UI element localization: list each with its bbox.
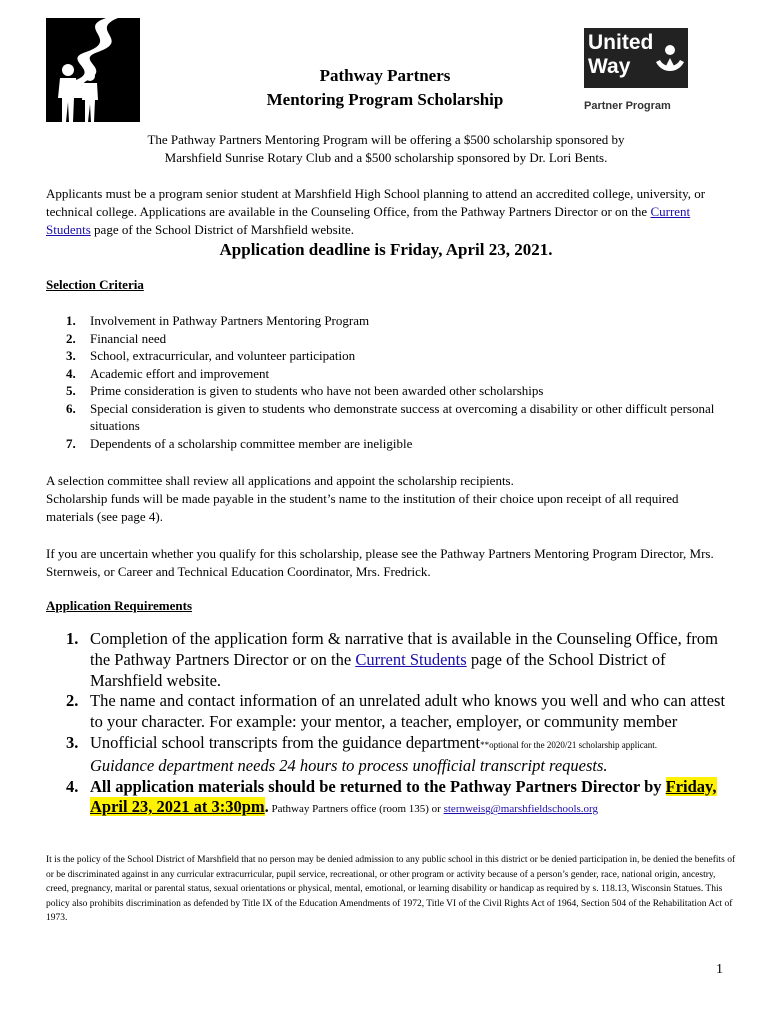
united-way-logo-box (584, 28, 688, 88)
item-text: All application materials should be returned to the Pathway Partners Director by (90, 776, 666, 796)
deadline-highlight: Friday, April 23, 2021 at 3:30pm (90, 776, 717, 817)
list-item (46, 347, 726, 365)
item-text: Completion of the application form & narrative that is available in the Counseling Office, from the Pathway Partners Director or on the (90, 629, 718, 669)
selection-criteria-heading: Selection Criteria (46, 277, 144, 292)
list-item (46, 312, 726, 330)
uncertain-paragraph: If you are uncertain whether you qualify for this scholarship, please see the Pathway Partners Mentoring Program Director, Mrs. Sternweis, or Career and Technical Education Coordinator, Mrs. Fredrick. (46, 546, 714, 579)
item-text: The name and contact information of an unrelated adult who knows you well and who can attest to your character. For example: your mentor, a teacher, employer, or community member (90, 691, 726, 732)
list-item (46, 629, 736, 691)
list-item (46, 435, 726, 453)
item-number: 2. (66, 330, 76, 346)
item-number: 1. (66, 629, 79, 648)
item-text: Financial need (90, 330, 167, 346)
united-way-word2: Way (588, 55, 631, 78)
item-number: 3. (66, 348, 76, 363)
eligibility-text: Applicants must be a program senior student at Marshfield High School planning to attend an accredited college, university, or technical college. Applications are available in the Counseling Office, from the Pathway Partners Director or on the (46, 186, 706, 219)
document-title-line2: Mentoring Program Scholarship (266, 90, 504, 109)
item-number: 4. (66, 365, 76, 381)
item-number: 1. (66, 313, 76, 328)
item-text: School, extracurricular, and volunteer participation (90, 348, 356, 363)
list-item (46, 777, 736, 821)
united-way-wordmark (588, 31, 653, 79)
united-way-partner-text: Partner Program (584, 100, 671, 112)
intro-line2: Marshfield Sunrise Rotary Club and a $500 scholarship sponsored by Dr. Lori Bents. (164, 150, 608, 165)
item-period: . (264, 797, 269, 817)
item-text: Unofficial school transcripts from the guidance department (90, 732, 481, 752)
item-text-end: page of the School District of Marshfield website. (90, 649, 666, 690)
optional-note: **optional for the 2020/21 scholarship applicant. (480, 739, 658, 750)
united-way-logo (584, 28, 688, 118)
item-number: 5. (66, 383, 76, 398)
pathway-logo-graphic (46, 18, 140, 122)
item-number: 4. (66, 776, 79, 796)
item-number: 3. (66, 732, 79, 752)
list-item (46, 691, 736, 733)
intro-line1: The Pathway Partners Mentoring Program will be offering a $500 scholarship sponsored by (147, 132, 625, 147)
list-item (46, 400, 726, 435)
committee-line1: A selection committee shall review all applications and appoint the scholarship recipients. (46, 473, 514, 488)
list-item (46, 733, 736, 777)
application-deadline: Application deadline is Friday, April 23, 2021. (219, 240, 553, 259)
application-requirements-list (46, 629, 736, 820)
united-way-word1: United (588, 31, 654, 54)
processing-note: Guidance department needs 24 hours to process unofficial transcript requests. (90, 755, 608, 775)
eligibility-text-end: page of the School District of Marshfield website. (90, 222, 354, 237)
item-text: Special consideration is given to students who demonstrate success at overcoming a disability or other difficult personal situations (90, 400, 715, 433)
document-title-line1: Pathway Partners (319, 66, 451, 85)
item-number: 7. (66, 435, 76, 451)
item-text: Prime consideration is given to students who have not been awarded other scholarships (90, 383, 544, 398)
email-link[interactable]: sternweisg@marshfieldschools.org (443, 803, 599, 816)
item-text: Dependents of a scholarship committee member are ineligible (90, 435, 413, 451)
list-item (46, 330, 726, 348)
selection-criteria-list (46, 312, 726, 452)
eligibility-paragraph (46, 185, 726, 239)
current-students-link[interactable]: Current Students (46, 204, 691, 237)
item-text: Involvement in Pathway Partners Mentoring Program (90, 313, 370, 328)
committee-line2: Scholarship funds will be made payable in the student’s name to the institution of their choice upon receipt of all required materials (see page 4). (46, 491, 679, 524)
page-number: 1 (716, 962, 723, 977)
nondiscrimination-policy: It is the policy of the School District of Marshfield that no person may be denied admission to any public school in this district or be denied participation in, be denied the benefits of or be discriminated against in any curricular extracurricular, pupil service, recreational, or other program or activity because of a person’s gender, race, national origin, ancestry, creed, pregnancy, marital or parental status, sexual orientations or physical, mental, emotional, or learning disability or handicap as required by s. 118.13, Wisconsin Statues. This policy also prohibits discrimination as defended by Title IX of the Education Amendments of 1972, Title VI of the Civil Rights Act of 1964, Section 504 of the Rehabilitation Act of 1973. (46, 855, 736, 923)
pathway-partners-logo (46, 18, 140, 122)
application-requirements-heading: Application Requirements (46, 598, 193, 613)
item-number: 2. (66, 691, 79, 711)
item-number: 6. (66, 400, 76, 416)
list-item (46, 382, 726, 400)
united-way-hand-icon (654, 40, 686, 78)
list-item (46, 365, 726, 383)
current-students-link[interactable]: Current Students (355, 649, 467, 669)
item-text: Academic effort and improvement (90, 365, 270, 381)
office-text: Pathway Partners office (room 135) or (268, 803, 444, 816)
